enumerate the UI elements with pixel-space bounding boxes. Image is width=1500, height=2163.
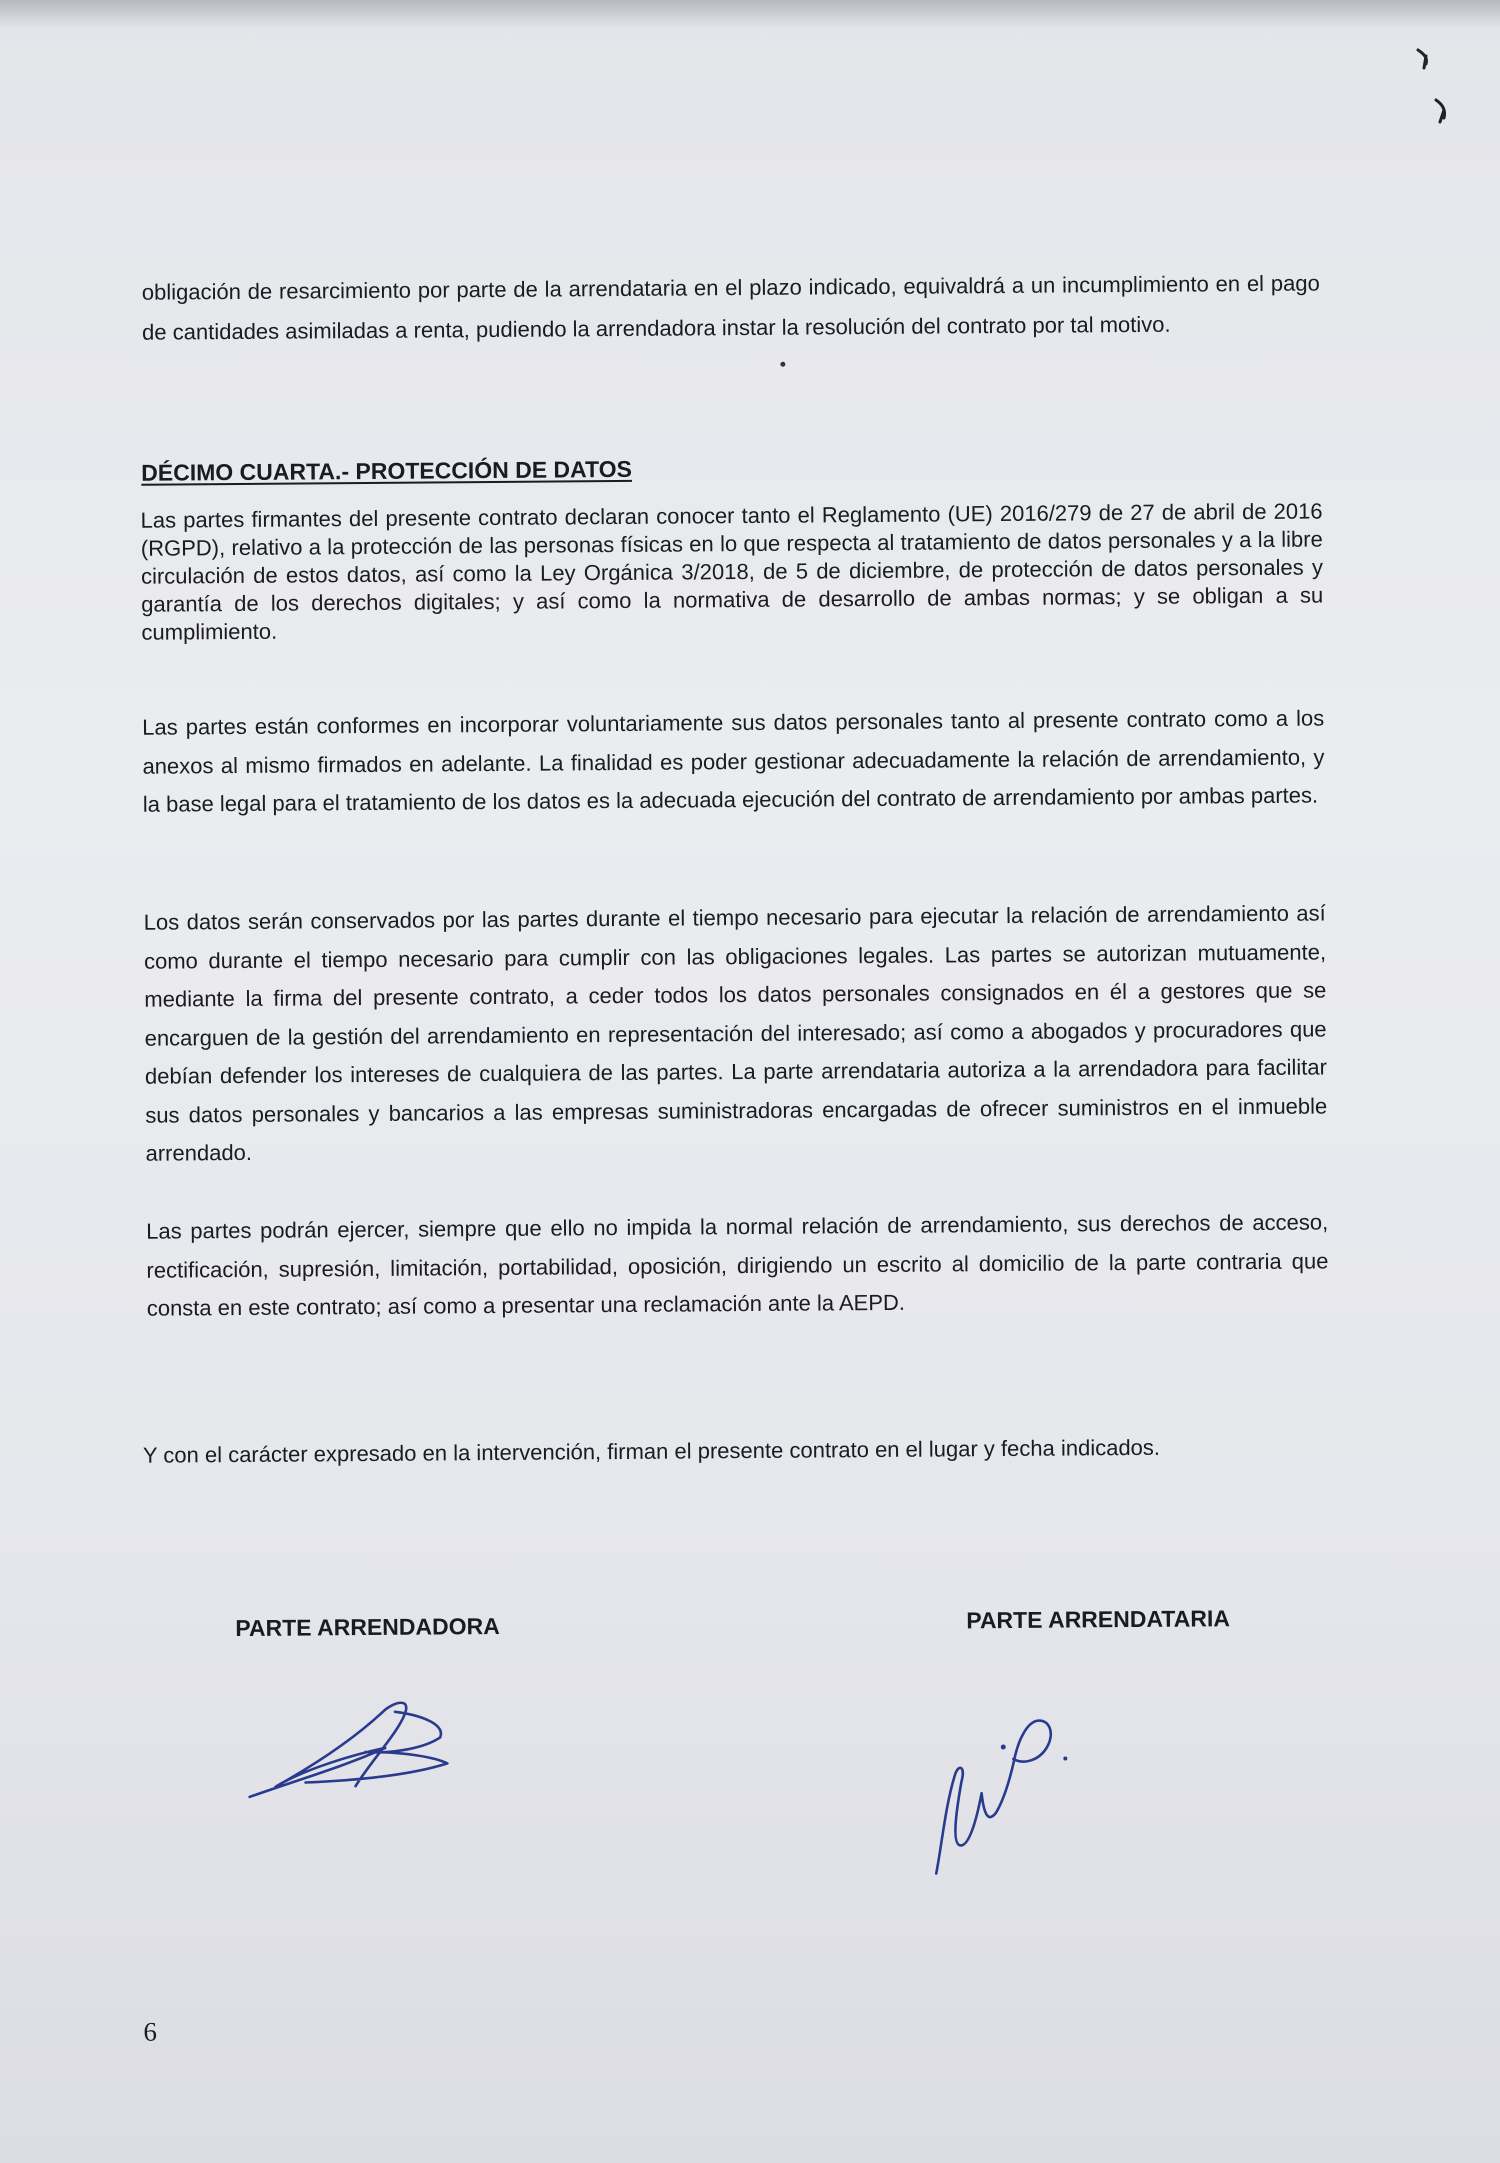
landlord-signature — [235, 1667, 476, 1819]
continuation-paragraph: obligación de resarcimiento por parte de la arrendataria en el plazo indicado, equivaldrá a un incumplimiento en el pago de cantidades asimiladas a renta, pudiendo la arrendadora instar la resolución del contrato por tal motivo. — [141, 270, 1320, 345]
ink-speck — [780, 362, 785, 367]
tenant-signature-label: PARTE ARRENDATARIA — [966, 1605, 1230, 1634]
tenant-signature — [915, 1662, 1117, 1894]
paragraph-data-rights: Las partes podrán ejercer, siempre que ello no impida la normal relación de arrendamiento, sus derechos de acceso, rectificación, supresión, limitación, portabilidad, oposición, dirigiendo un escrito al domicilio de la parte contraria que consta en este contrato; así como a presentar una reclamación ante la AEPD. — [146, 1209, 1329, 1321]
section-heading: DÉCIMO CUARTA.- PROTECCIÓN DE DATOS — [141, 455, 632, 486]
landlord-signature-label: PARTE ARRENDADORA — [235, 1612, 500, 1642]
paragraph-data-regulation: Las partes firmantes del presente contrato declaran conocer tanto el Reglamento (UE) 2016/279 de 27 de abril de 2016 (RGPD), relativo a la protección de las personas físicas en lo que respecta al tratamiento de datos personales y a la libre circulación de estos datos, así como la Ley Orgánica 3/2018, de 5 de diciembre, de protección de datos personales y garantía de los derechos digitales; y así como la normativa de desarrollo de ambas normas; y se obligan a su cumplimiento. — [140, 498, 1324, 645]
closing-statement: Y con el carácter expresado en la intervención, firman el presente contrato en el lugar y fecha indicados. — [142, 1434, 1161, 1468]
paragraph-data-retention: Los datos serán conservados por las partes durante el tiempo necesario para ejecutar la relación de arrendamiento así como durante el tiempo necesario para cumplir con las obligaciones legales. Las partes se autorizan mutuamente, mediante la firma del presente contrato, a ceder todos los datos personales consignados en él a gestores que se encarguen de la gestión del arrendamiento en representación del interesado; así como a abogados y procuradores que debían defender los intereses de cualquiera de las partes. La parte arrendataria autoriza a la arrendadora para facilitar sus datos personales y bancarios a las empresas suministradoras encargadas de ofrecer suministros en el inmueble arrendado. — [143, 900, 1328, 1166]
paragraph-data-consent: Las partes están conformes en incorporar voluntariamente sus datos personales tanto al presente contrato como a los anexos al mismo firmados en adelante. La finalidad es poder gestionar adecuadamente la relación de arrendamiento, y la base legal para el tratamiento de los datos es la adecuada ejecución del contrato de arrendamiento por ambas partes. — [142, 705, 1325, 817]
page-number: 6 — [143, 2016, 158, 2047]
